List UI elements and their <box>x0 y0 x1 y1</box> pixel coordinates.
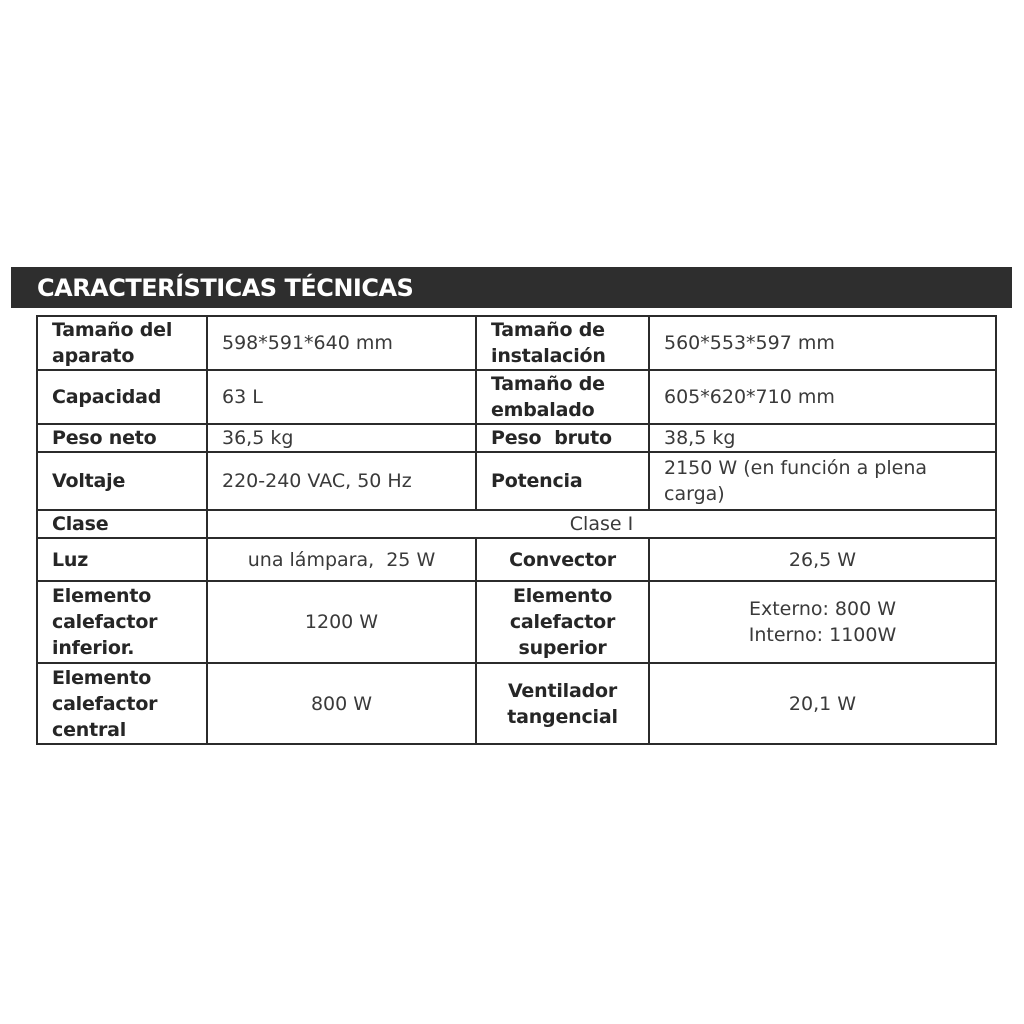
label-text: tangencial <box>507 705 618 728</box>
label-cell: Peso bruto <box>476 424 649 452</box>
value-cell <box>649 581 996 663</box>
label-text: calefactor <box>509 611 616 633</box>
label-text: Elemento <box>52 666 152 689</box>
label-cell <box>476 316 649 370</box>
label-text: Elemento <box>52 585 152 607</box>
label-text: calefactor <box>52 611 158 633</box>
label-cell <box>37 581 207 663</box>
section-title: CARACTERÍSTICAS TÉCNICAS <box>37 274 414 302</box>
label-text: calefactor <box>52 692 158 715</box>
table-row <box>37 452 996 510</box>
label-text: aparato <box>52 345 135 367</box>
label-text: instalación <box>491 345 606 367</box>
label-text: inferior. <box>52 637 135 659</box>
label-cell <box>37 316 207 370</box>
value-cell: 800 W <box>207 663 476 744</box>
value-text: carga) <box>664 483 725 505</box>
value-cell: 20,1 W <box>649 663 996 744</box>
label-text: embalado <box>491 399 595 421</box>
section-title-bar <box>11 267 1012 308</box>
table-row <box>37 538 996 581</box>
label-text: Tamaño de <box>491 373 605 395</box>
label-cell <box>37 663 207 744</box>
label-cell: Potencia <box>476 452 649 510</box>
table-row <box>37 316 996 370</box>
table-row <box>37 424 996 452</box>
value-cell: 38,5 kg <box>649 424 996 452</box>
label-cell: Convector <box>476 538 649 581</box>
table-row <box>37 581 996 663</box>
label-cell <box>476 370 649 424</box>
value-cell: 1200 W <box>207 581 476 663</box>
label-cell: Peso neto <box>37 424 207 452</box>
value-cell: 63 L <box>207 370 476 424</box>
label-cell <box>476 581 649 663</box>
label-text: Tamaño de <box>491 319 605 341</box>
value-cell: 26,5 W <box>649 538 996 581</box>
table-row <box>37 370 996 424</box>
label-cell: Clase <box>37 510 207 538</box>
value-text: Interno: 1100W <box>748 624 897 646</box>
value-cell: 605*620*710 mm <box>649 370 996 424</box>
label-text: Elemento <box>512 585 613 607</box>
spanning-value-cell: Clase I <box>207 510 996 538</box>
value-cell: 36,5 kg <box>207 424 476 452</box>
value-cell <box>649 452 996 510</box>
value-text: 2150 W (en función a plena <box>664 457 928 479</box>
table-row <box>37 510 996 538</box>
specifications-table <box>36 315 997 745</box>
label-text: Ventilador <box>507 679 618 702</box>
value-cell: 220-240 VAC, 50 Hz <box>207 452 476 510</box>
label-cell <box>476 663 649 744</box>
value-cell: 560*553*597 mm <box>649 316 996 370</box>
label-cell: Capacidad <box>37 370 207 424</box>
value-cell: una lámpara, 25 W <box>207 538 476 581</box>
label-cell: Luz <box>37 538 207 581</box>
label-text: central <box>52 718 127 741</box>
label-cell: Voltaje <box>37 452 207 510</box>
value-cell: 598*591*640 mm <box>207 316 476 370</box>
table-row <box>37 663 996 744</box>
value-text: Externo: 800 W <box>748 598 897 620</box>
label-text: superior <box>518 637 607 659</box>
label-text: Tamaño del <box>52 319 173 341</box>
